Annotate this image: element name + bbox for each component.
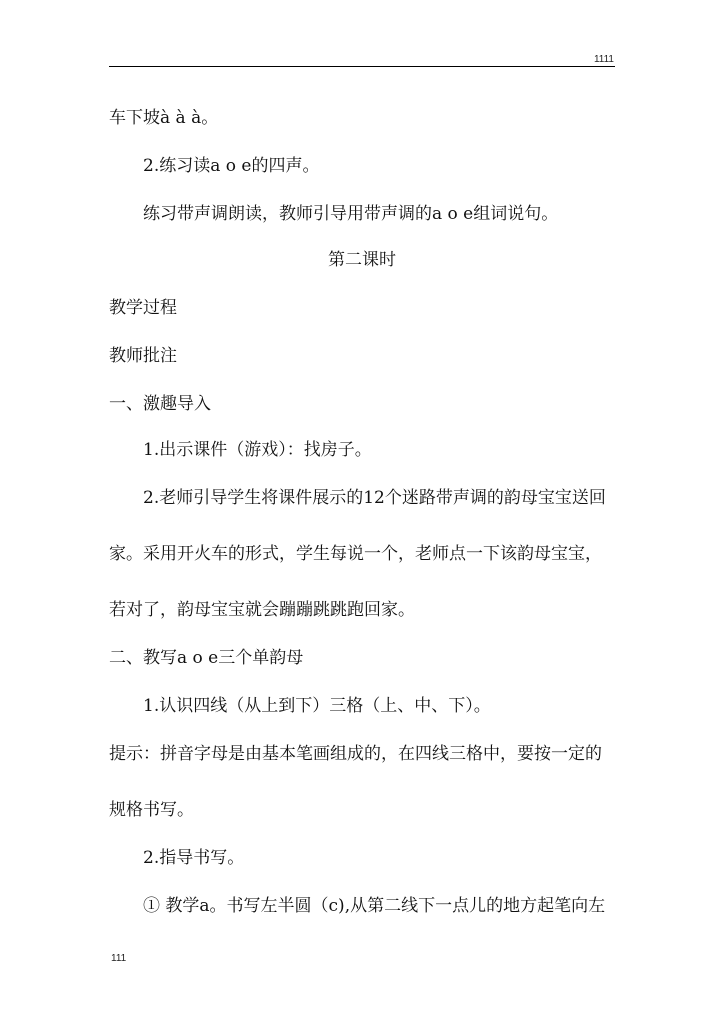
footer-page-number: 111	[111, 953, 127, 964]
text-line-1: 车下坡à à à。	[109, 108, 219, 128]
text-line-2: 2.练习读a o e的四声。	[143, 156, 320, 176]
text-line-17: ① 教学a。书写左半圆（c),从第二线下一点儿的地方起笔向左	[143, 896, 606, 916]
text-line-11: 若对了，韵母宝宝就会蹦蹦跳跳跑回家。	[109, 600, 415, 620]
text-line-10: 家。采用开火车的形式，学生每说一个，老师点一下该韵母宝宝，	[109, 544, 602, 564]
text-line-15: 规格书写。	[109, 800, 194, 820]
section-title: 第二课时	[328, 250, 396, 270]
header-page-number: 1111	[593, 54, 614, 65]
heading-2: 二、教写a o e三个单韵母	[109, 648, 304, 668]
text-line-6: 教师批注	[109, 346, 177, 366]
text-line-8: 1.出示课件（游戏）：找房子。	[143, 440, 372, 460]
text-line-3: 练习带声调朗读，教师引导用带声调的a o e组词说句。	[143, 204, 559, 224]
text-line-13: 1.认识四线（从上到下）三格（上、中、下）。	[143, 696, 491, 716]
text-line-16: 2.指导书写。	[143, 848, 245, 868]
header-rule	[109, 66, 615, 67]
text-line-9: 2.老师引导学生将课件展示的12个迷路带声调的韵母宝宝送回	[143, 488, 606, 508]
text-line-5: 教学过程	[109, 298, 177, 318]
heading-1: 一、激趣导入	[109, 394, 211, 414]
text-line-14: 提示：拼音字母是由基本笔画组成的，在四线三格中，要按一定的	[109, 744, 602, 764]
